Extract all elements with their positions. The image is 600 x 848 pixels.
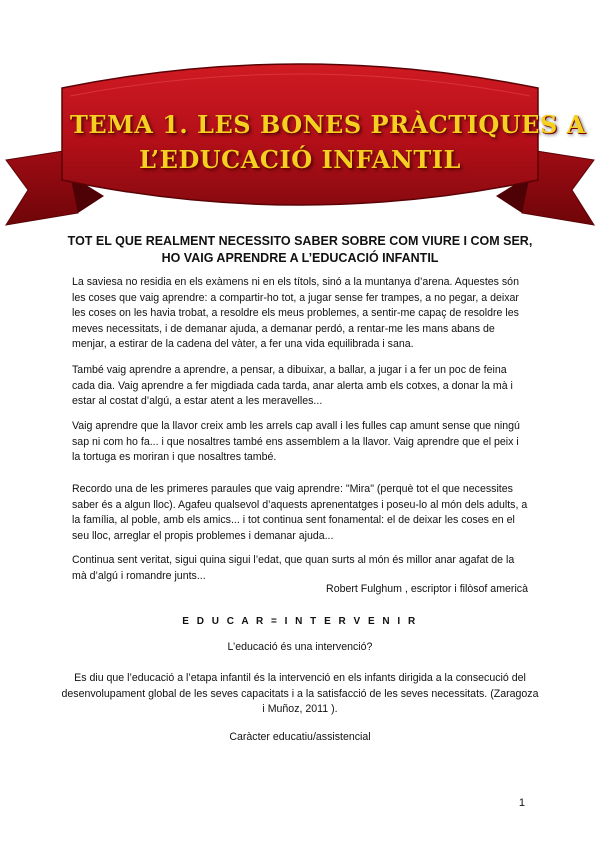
body-paragraph: També vaig aprendre a aprendre, a pensar, a dibuixar, a ballar, a jugar i a fer un poc de feina cada dia. Vaig aprendre a fer migdiada cada tarda, anar alerta amb els cotxes, a donar la mà i estar al costat d’algú, a estar atent a les meravelles... <box>72 364 513 408</box>
page-number: 1 <box>518 797 525 809</box>
chapter-title-line-2: L’EDUCACIÓ INFANTIL <box>139 145 461 174</box>
body-paragraph: Continua sent veritat, sigui quina sigui l’edat, que quan surts al món és millor anar agafat de la mà d’algú i romandre junts... <box>72 554 515 582</box>
chapter-title-line-1: TEMA 1. LES BONES PRÀCTIQUES A <box>70 110 586 139</box>
section-heading: E D U C A R = I N T E R V E N I R <box>182 616 418 627</box>
definition-paragraph: Es diu que l’educació a l’etapa infantil és la intervenció en els infants dirigida a la consecució del desenvolupament global de les seves capacitats i a la satisfacció de les seves necessitats. (Zaragoza i Muñoz, 2011 ). <box>61 672 539 716</box>
character-label: Caràcter educatiu/assistencial <box>229 731 371 743</box>
body-paragraph: Recordo una de les primeres paraules que vaig aprendre: "Mira" (perquè tot el que necessites saber és a algun lloc). Agafeu qualsevol d’aquests aprenentatges i poseu-lo al món dels adults, a la família, al poble, amb els amics... i tot continua sent fonamental: el de deixar les coses en el seu lloc, arreglar el propis problemes i demanar ajuda... <box>72 483 528 542</box>
body-paragraph: Vaig aprendre que la llavor creix amb les arrels cap avall i les fulles cap amunt sense que ningú sap ni com ho fa... i que nosaltres també ens assemblem a la llavor. Vaig aprendre que el peix i la tortuga es moriran i que nosaltres també. <box>72 420 520 464</box>
body-paragraph: La saviesa no residia en els exàmens ni en els títols, sinó a la muntanya d’arena. Aquestes són les coses que vaig aprendre: a compartir-ho tot, a jugar sense fer trampes, a no pegar, a deixar les coses on les havia trobat, a resoldre els meus problemes, a sentir-me capaç de resoldre les meves necessitats, i de demanar ajuda, a demanar perdó, a rentar-me les mans abans de menjar, a estirar de la cadena del vàter, a fer una vida equilibrada i sana. <box>72 276 519 351</box>
section-question: L’educació és una intervenció? <box>227 641 373 653</box>
subheading-line-2: HO VAIG APRENDRE A L’EDUCACIÓ INFANTIL <box>161 251 439 265</box>
subheading-line-1: TOT EL QUE REALMENT NECESSITO SABER SOBRE COM VIURE I COM SER, <box>67 234 533 248</box>
quote-author: Robert Fulghum , escriptor i filòsof americà <box>326 583 528 595</box>
subheading <box>60 233 540 267</box>
